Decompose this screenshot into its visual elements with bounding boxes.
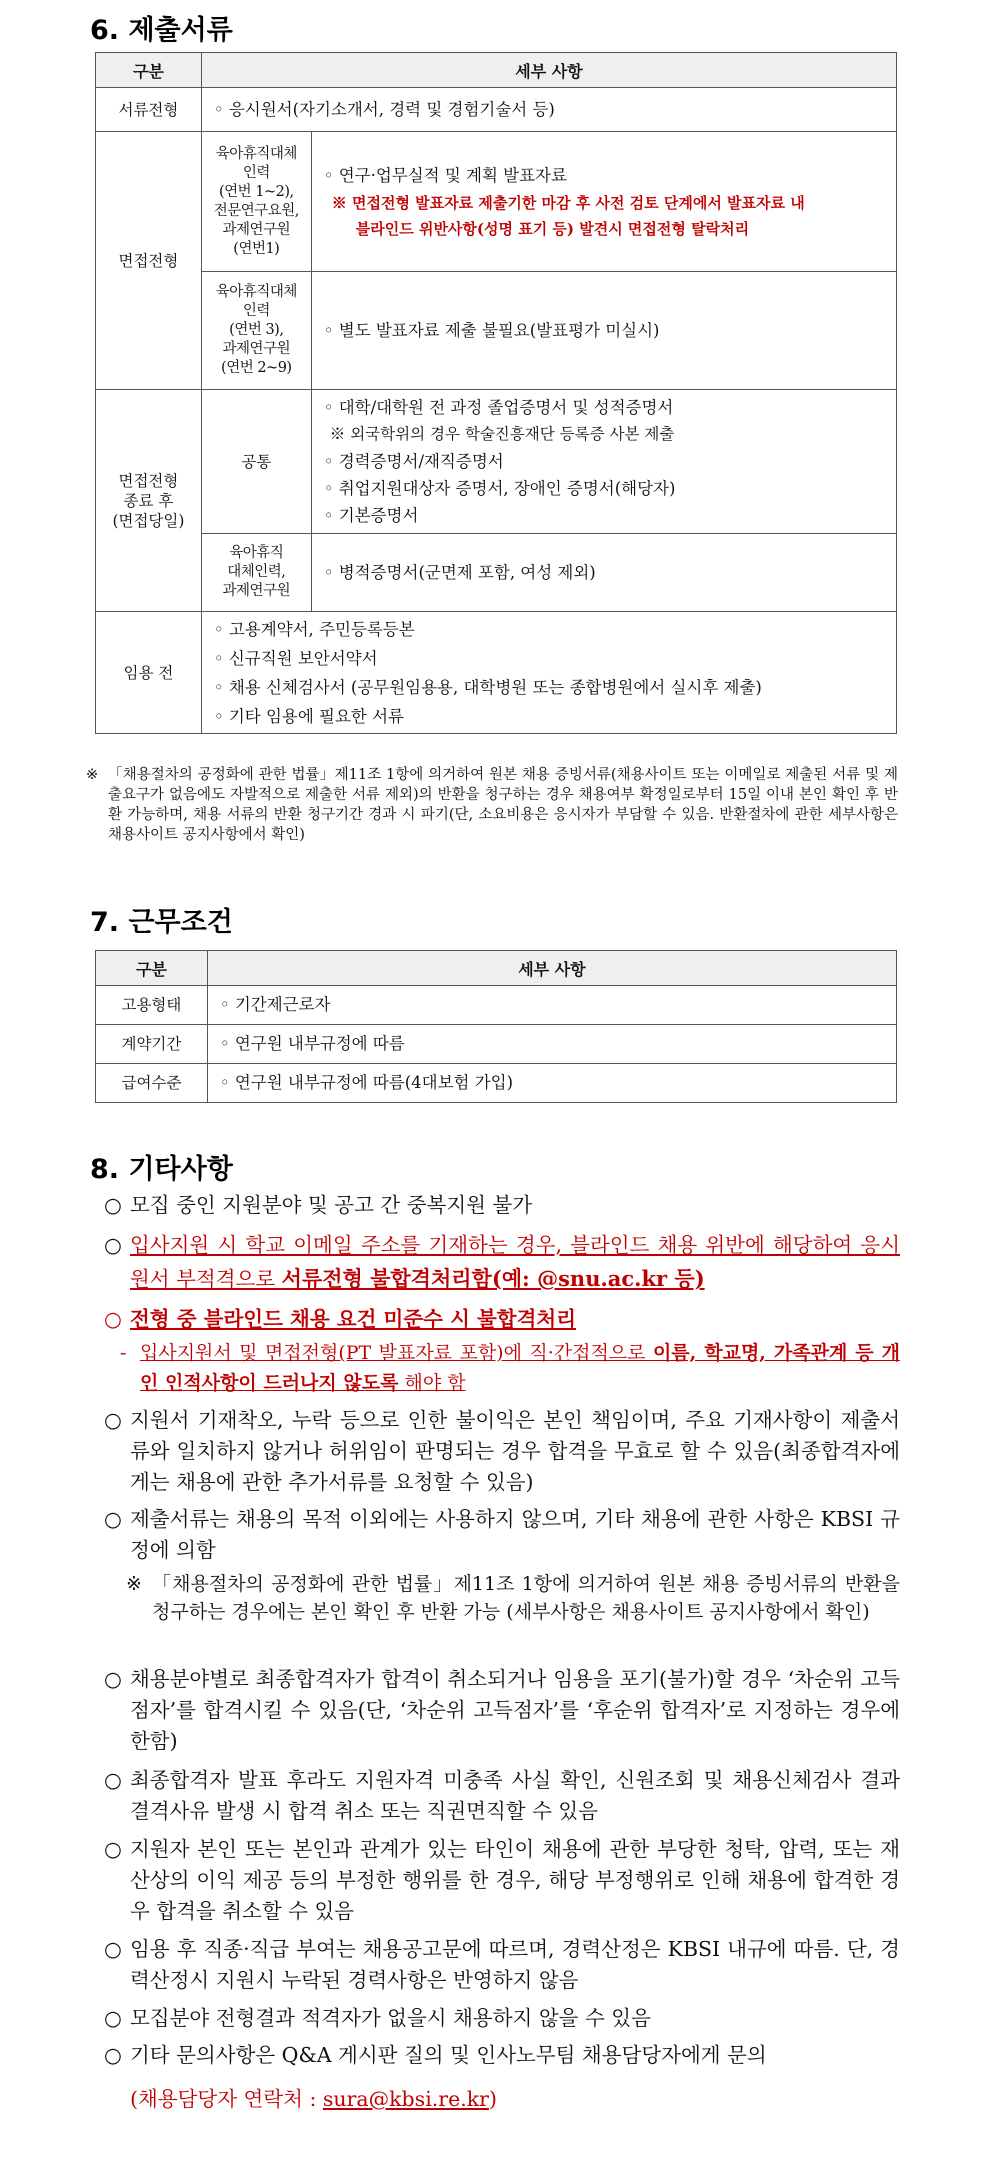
bullet: ○ bbox=[104, 1233, 122, 1257]
row-detail: ◦ 고용계약서, 주민등록등본 ◦ 신규직원 보안서약서 ◦ 채용 신체검사서 (공무원임용용, 대학병원 또는 종합병원에서 실시후 제출) ◦ 기타 임용에 필요한 서류 bbox=[201, 612, 896, 734]
section-6-title: 6. 제출서류 bbox=[90, 15, 233, 46]
sub-label: 육아휴직대체 인력 (연번 1~2), 전문연구요원, 과제연구원 (연번1) bbox=[201, 132, 311, 272]
row-detail: ◦ 연구·업무실적 및 계획 발표자료 ※ 면접전형 발표자료 제출기한 마감 후 사전 검토 단계에서 발표자료 내 블라인드 위반사항(성명 표기 등) 발견시 면접전형 탈락처리 bbox=[311, 132, 896, 272]
list-item: ○ 제출서류는 채용의 목적 이외에는 사용하지 않으며, 기타 채용에 관한 사항은 KBSI 규정에 의함 bbox=[130, 1504, 900, 1566]
row-label: 서류전형 bbox=[96, 88, 202, 132]
bullet: ○ bbox=[104, 2043, 122, 2067]
list-item: ○ 기타 문의사항은 Q&A 게시판 질의 및 인사노무팀 채용담당자에게 문의 bbox=[130, 2040, 900, 2071]
bullet: ○ bbox=[104, 1667, 122, 1691]
bullet: ○ bbox=[104, 1307, 122, 1331]
row-detail: ◦ 기간제근로자 bbox=[207, 986, 896, 1025]
row-label: 면접전형 bbox=[96, 132, 202, 390]
contact-email-link[interactable]: sura@kbsi.re.kr bbox=[322, 2087, 489, 2111]
row-detail: ◦ 연구원 내부규정에 따름(4대보험 가입) bbox=[207, 1064, 896, 1103]
list-item: ○ 최종합격자 발표 후라도 지원자격 미충족 사실 확인, 신원조회 및 채용신체검사 결과 결격사유 발생 시 합격 취소 또는 직권면직할 수 있음 bbox=[130, 1765, 900, 1827]
documents-table bbox=[95, 52, 897, 734]
bullet: ○ bbox=[104, 1193, 122, 1217]
sub-label: 육아휴직 대체인력, 과제연구원 bbox=[201, 534, 311, 612]
bullet: ○ bbox=[104, 1837, 122, 1861]
list-item: ○ 지원자 본인 또는 본인과 관계가 있는 타인이 채용에 관한 부당한 청탁, 압력, 또는 재산상의 이익 제공 등의 부정한 행위를 한 경우, 해당 부정행위로 인해 채용에 합격한 경우 합격을 취소할 수 있음 bbox=[130, 1834, 900, 1927]
contact-line: (채용담당자 연락처 : sura@kbsi.re.kr) bbox=[130, 2087, 497, 2111]
bullet: ○ bbox=[104, 1408, 122, 1432]
row-detail: ◦ 별도 발표자료 제출 불필요(발표평가 미실시) bbox=[311, 272, 896, 390]
bullet: ○ bbox=[104, 1768, 122, 1792]
warning-note: 블라인드 위반사항(성명 표기 등) 발견시 면접전형 탈락처리 bbox=[355, 219, 750, 238]
row-detail: ◦ 응시원서(자기소개서, 경력 및 경험기술서 등) bbox=[201, 88, 896, 132]
section-8-title: 8. 기타사항 bbox=[90, 1154, 233, 1185]
warning-note: ※ 면접전형 발표자료 제출기한 마감 후 사전 검토 단계에서 발표자료 내 bbox=[331, 193, 805, 212]
bullet: ○ bbox=[104, 1507, 122, 1531]
row-label: 계약기간 bbox=[96, 1025, 208, 1064]
list-subnote: ※ 「채용절차의 공정화에 관한 법률」제11조 1항에 의거하여 원본 채용 증빙서류의 반환을 청구하는 경우에는 본인 확인 후 반환 가능 (세부사항은 채용사이트 공지사항에서 확인) bbox=[126, 1573, 900, 1623]
list-item: ○ 임용 후 직종·직급 부여는 채용공고문에 따르며, 경력산정은 KBSI 내규에 따름. 단, 경력산정시 지원시 누락된 경력사항은 반영하지 않음 bbox=[130, 1934, 900, 1996]
row-label: 임용 전 bbox=[96, 612, 202, 734]
row-detail: ◦ 연구원 내부규정에 따름 bbox=[207, 1025, 896, 1064]
row-label: 고용형태 bbox=[96, 986, 208, 1025]
bullet: ○ bbox=[104, 1937, 122, 1961]
list-subitem: - 입사지원서 및 면접전형(PT 발표자료 포함)에 직·간접적으로 이름, 학교명, 가족관계 등 개인 인적사항이 드러나지 않도록 해야 함 bbox=[120, 1342, 901, 1394]
sub-label: 공통 bbox=[201, 390, 311, 534]
list-item: ○ 지원서 기재착오, 누락 등으로 인한 불이익은 본인 책임이며, 주요 기재사항이 제출서류와 일치하지 않거나 허위임이 판명되는 경우 합격을 무효로 할 수 있음(최종합격자에게는 채용에 관한 추가서류를 요청할 수 있음) bbox=[130, 1405, 900, 1498]
conditions-table bbox=[95, 950, 897, 1103]
sub-label: 육아휴직대체 인력 (연번 3), 과제연구원 (연번 2~9) bbox=[201, 272, 311, 390]
list-item: ○ 입사지원 시 학교 이메일 주소를 기재하는 경우, 블라인드 채용 위반에 해당하여 응시원서 부적격으로 서류전형 불합격처리함(예: @snu.ac.kr 등) bbox=[130, 1228, 900, 1296]
section-7-title: 7. 근무조건 bbox=[90, 907, 233, 938]
row-label: 급여수준 bbox=[96, 1064, 208, 1103]
row-detail: ◦ 병적증명서(군면제 포함, 여성 제외) bbox=[311, 534, 896, 612]
return-policy-note: ※ 「채용절차의 공정화에 관한 법률」제11조 1항에 의거하여 원본 채용 증빙서류(채용사이트 또는 이메일로 제출된 서류 및 제출요구가 없음에도 자발적으로 제출한 서류 제외)의 반환을 청구하는 경우 채용여부 확정일로부터 15일 이내 본인 확인 후 반환 가능하며, 채용 서류의 반환 청구기간 경과 시 파기(단, 소요비용은 응시자가 부담할 수 있음. 반환절차에 관한 세부사항은 채용사이트 공지사항에서 확인) bbox=[86, 767, 898, 843]
list-item: ○ 모집분야 전형결과 적격자가 없을시 채용하지 않을 수 있음 bbox=[130, 2003, 900, 2034]
list-item: ○ 모집 중인 지원분야 및 공고 간 중복지원 불가 bbox=[130, 1190, 900, 1221]
col-header-category: 구분 bbox=[96, 53, 202, 88]
list-item: ○ 채용분야별로 최종합격자가 합격이 취소되거나 임용을 포기(불가)할 경우 ‘차순위 고득점자’를 합격시킬 수 있음(단, ‘차순위 고득점자’를 ‘후순위 합격자’로 지정하는 경우에 한함) bbox=[130, 1664, 900, 1757]
list-item: ○ 전형 중 블라인드 채용 요건 미준수 시 불합격처리 bbox=[130, 1304, 900, 1335]
row-label: 면접전형 종료 후 (면접당일) bbox=[96, 390, 202, 612]
bullet: ○ bbox=[104, 2006, 122, 2030]
col-header-category: 구분 bbox=[96, 951, 208, 986]
col-header-detail: 세부 사항 bbox=[201, 53, 896, 88]
col-header-detail: 세부 사항 bbox=[207, 951, 896, 986]
row-detail: ◦ 대학/대학원 전 과정 졸업증명서 및 성적증명서 ※ 외국학위의 경우 학술진흥재단 등록증 사본 제출 ◦ 경력증명서/재직증명서 ◦ 취업지원대상자 증명서, 장애인 증명서(해당자) ◦ 기본증명서 bbox=[311, 390, 896, 534]
